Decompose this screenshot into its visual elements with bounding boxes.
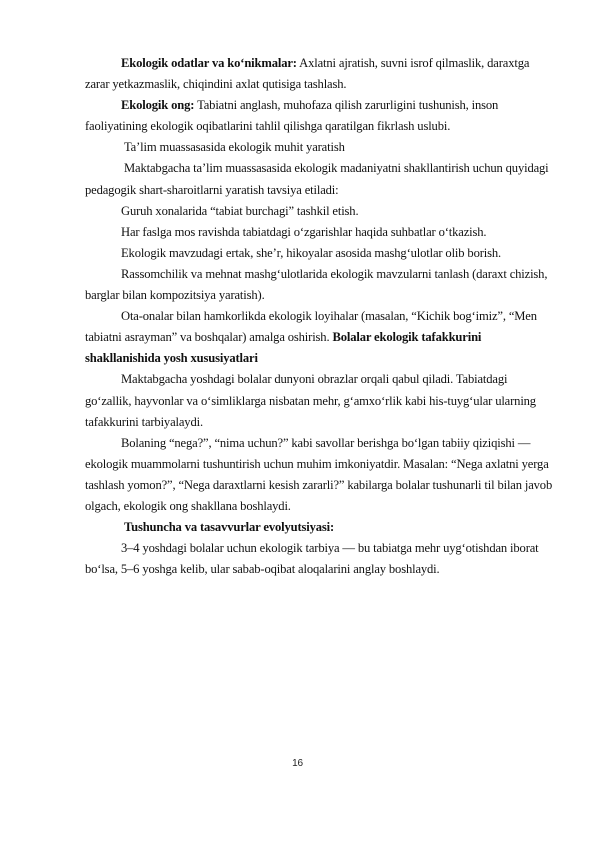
list-item: Ekologik mavzudagi ertak, she’r, hikoyalar asosida mashg‘ulotlar olib borish. <box>121 245 502 260</box>
term-heading: Ekologik odatlar va ko‘nikmalar: <box>121 56 297 70</box>
paragraph-age-development: 3–4 yoshdagi bolalar uchun ekologik tarbiya — bu tabiatga mehr uyg‘otishdan iborat bo‘lsa, 5–6 yoshga kelib, ular sabab-oqibat aloqalarini anglay boshlaydi. <box>85 541 539 577</box>
paragraph-curiosity: Bolaning “nega?”, “nima uchun?” kabi savollar berishga bo‘lgan tabiiy qiziqishi — ekologik muammolarni tushuntirish uchun muhim imkoniyatdir. Masalan: “Nega axlatni yerga tashlash yomon?”, “Nega daraxtlarni kesish zararli?” kabilarga bolalar tushunarli til bilan javob olgach, ekologik ong shakllana boshlaydi. <box>85 435 553 513</box>
list-item <box>85 306 555 369</box>
term-heading: Ekologik ong: <box>121 98 195 113</box>
list-item: Rassomchilik va mehnat mashg‘ulotlarida ekologik mavzularni tanlash (daraxt chizish, barglar bilan kompozitsiya yaratish). <box>85 266 548 303</box>
paragraph-text: Tabiatni anglash, muhofaza qilish zarurligini tushunish, inson faoliyatining ekologik oqibatlarini tahlil qilishga qaratilgan fikrlash uslubi. <box>85 98 499 134</box>
list-item: Guruh xonalarida “tabiat burchagi” tashkil etish. <box>121 203 359 218</box>
list-item: Har faslga mos ravishda tabiatdagi o‘zgarishlar haqida suhbatlar o‘tkazish. <box>121 224 487 239</box>
page-number: 16 <box>292 758 303 769</box>
paragraph-ecological-consciousness <box>85 95 555 137</box>
section-heading-environment: Ta’lim muassasasida ekologik muhit yaratish <box>124 140 345 155</box>
term-heading: Tushuncha va tasavvurlar evolyutsiyasi: <box>124 520 335 535</box>
paragraph-ecological-habits <box>85 53 555 95</box>
paragraph-text: Ota-onalar bilan hamkorlikda ekologik loyihalar (masalan, “Kichik bog‘imiz”, “Men tabiatni asrayman” va boshqalar) amalga oshirish. <box>85 309 537 345</box>
paragraph-text: Axlatni ajratish, suvni isrof qilmaslik, daraxtga zarar yetkazmaslik, chiqindini axlat qutisiga tashlash. <box>85 56 530 92</box>
section-heading-age-features: Bolalar ekologik tafakkurini shakllanishida yosh xususiyatlari <box>85 330 482 366</box>
paragraph-conditions-intro: Maktabgacha ta’lim muassasasida ekologik madaniyatni shakllantirish uchun quyidagi pedagogik shart-sharoitlarni yaratish tavsiya etiladi: <box>85 161 549 197</box>
paragraph-perception: Maktabgacha yoshdagi bolalar dunyoni obrazlar orqali qabul qiladi. Tabiatdagi go‘zallik, hayvonlar va o‘simliklarga nisbatan mehr, g‘amxo‘rlik kabi his-tuyg‘ular ularning tafakkurini tarbiyalaydi. <box>85 372 536 429</box>
section-heading-evolution <box>85 517 555 538</box>
body-text <box>85 53 555 580</box>
